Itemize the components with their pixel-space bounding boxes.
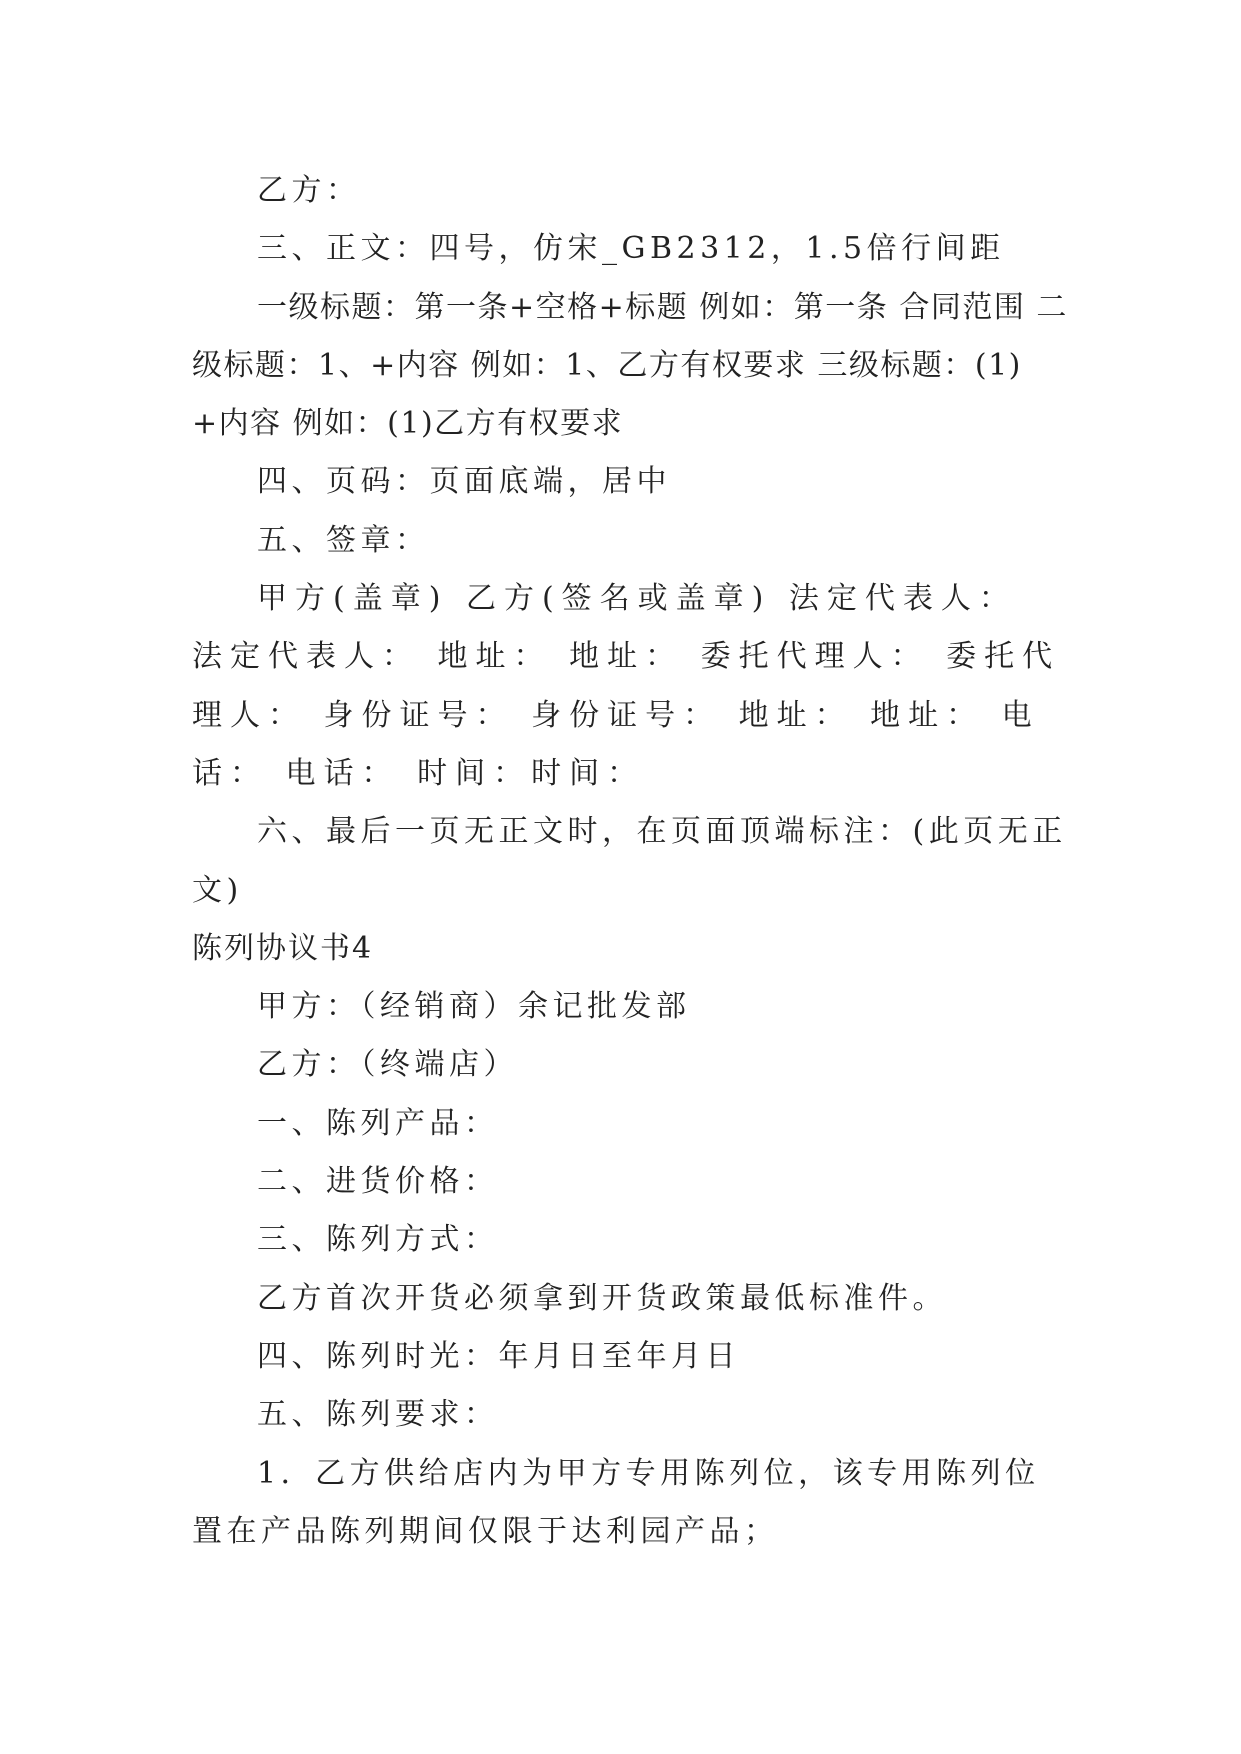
paragraph-display-method: 三、陈列方式： <box>257 1222 499 1258</box>
paragraph-signature-block: 甲方(盖章) 乙方(签名或盖章) 法定代表人： 法定代表人： 地址： 地址： 委托代理人： 委托代理人： 身份证号： 身份证号： 地址： 地址： 电话： 电话： 时间：时间： <box>192 581 1061 791</box>
paragraph-body-format: 三、正文：四号，仿宋_GB2312，1.5倍行间距 <box>257 231 1005 267</box>
paragraph-heading-levels: 一级标题：第一条+空格+标题 例如：第一条 合同范围 二级标题：1、+内容 例如：1、乙方有权要求 三级标题：(1)+内容 例如：(1)乙方有权要求 <box>192 289 1068 442</box>
paragraph-requirement-1: 1．乙方供给店内为甲方专用陈列位，该专用陈列位置在产品陈列期间仅限于达利园产品； <box>192 1455 1040 1549</box>
paragraph-signature-title: 五、签章： <box>257 522 430 558</box>
paragraph-purchase-price: 二、进货价格： <box>257 1164 499 1200</box>
document-body <box>192 162 1072 1561</box>
paragraph-party-b-store: 乙方：（终端店） <box>257 1047 518 1083</box>
paragraph-display-period: 四、陈列时光：年月日至年月日 <box>257 1338 740 1374</box>
paragraph-display-requirements: 五、陈列要求： <box>257 1397 499 1433</box>
paragraph-party-a: 甲方：（经销商）余记批发部 <box>257 989 691 1025</box>
paragraph-display-products: 一、陈列产品： <box>257 1105 499 1141</box>
document-section-title: 陈列协议书4 <box>192 930 374 966</box>
paragraph-party-b: 乙方： <box>257 173 361 208</box>
paragraph-first-order: 乙方首次开货必须拿到开货政策最低标准件。 <box>257 1280 947 1316</box>
paragraph-last-page-note: 六、最后一页无正文时，在页面顶端标注：(此页无正文) <box>192 814 1067 908</box>
paragraph-page-number: 四、页码：页面底端，居中 <box>257 464 671 500</box>
